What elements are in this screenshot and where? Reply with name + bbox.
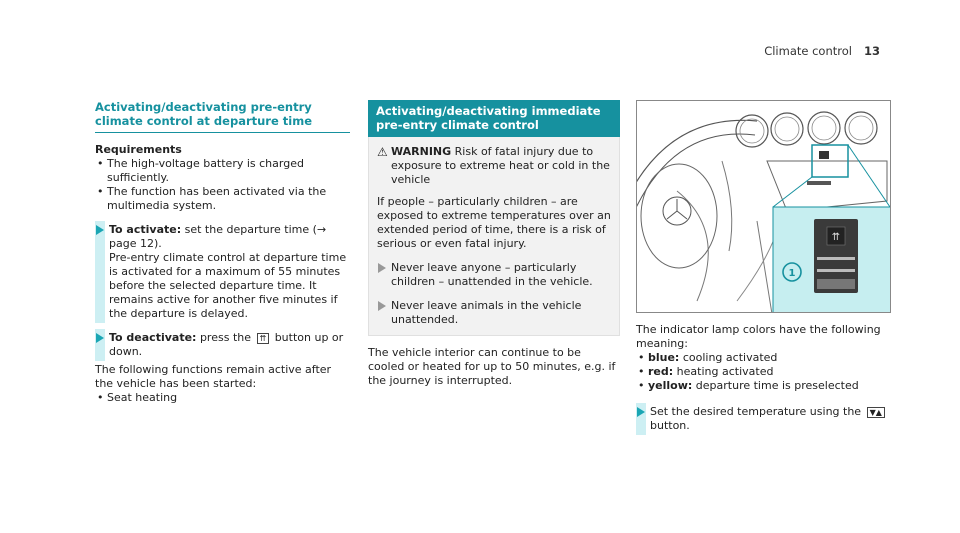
requirements-list [95, 157, 350, 213]
warning-header [377, 145, 611, 187]
dashboard-illustration [636, 100, 891, 313]
body-text: The vehicle interior can continue to be cooled or heated for up to 50 minutes, e.g. if the journey is interrupted. [368, 346, 616, 387]
activate-step [95, 223, 350, 321]
warning-step-text: Never leave animals in the vehicle unattended. [391, 299, 582, 326]
column-illustration [636, 100, 891, 433]
list-item: • yellow: departure time is preselected [636, 379, 891, 393]
pre-entry-climate-icon: ⇈ [831, 232, 841, 243]
warning-body: If people – particularly children – are exposed to extreme temperatures over an extended period of time, there is a risk of serious or even fatal injury. [377, 195, 611, 250]
remain-list [95, 391, 350, 405]
page-number: 13 [863, 44, 880, 58]
deactivate-text-post: button up or down. [109, 331, 344, 358]
list-item: • Seat heating [95, 391, 350, 405]
dashboard-drawing [637, 101, 891, 313]
requirements-heading: Requirements [95, 143, 182, 156]
step-text-post: button. [650, 419, 690, 432]
deactivate-step [95, 331, 350, 359]
column-immediate [368, 100, 620, 388]
step-arrow-icon [378, 301, 386, 311]
section-heading: Activating/deactivating immediate pre-entry climate control [368, 100, 620, 137]
step-arrow-icon [637, 407, 645, 417]
warning-label: WARNING [391, 145, 452, 158]
list-item: • blue: cooling activated [636, 351, 891, 365]
step-text-pre: Set the desired temperature using the [650, 405, 865, 418]
warning-text: Risk of fatal injury due to exposure to extreme heat or cold in the vehicle [391, 145, 610, 186]
activate-description: Pre-entry climate control at departure time is activated for a maximum of 55 minutes before the selected departure time. It remains active for another five minutes if the departure is delayed. [109, 251, 347, 320]
warning-step-text: Never leave anyone – particularly children – unattended in the vehicle. [391, 261, 593, 288]
section-title: Climate control [764, 44, 852, 58]
warning-step [377, 299, 611, 327]
callout-number: 1 [788, 268, 796, 279]
step-arrow-icon [96, 333, 104, 343]
activate-text: set the departure time (→ page 12). [109, 223, 327, 250]
warning-triangle-icon: ⚠ [377, 145, 388, 159]
warning-box [368, 137, 620, 336]
column-departure-time [95, 100, 350, 405]
caption-text: The indicator lamp colors have the following meaning: [636, 323, 881, 350]
step-arrow-icon [96, 225, 104, 235]
deactivate-label: To deactivate: [109, 331, 197, 344]
list-item: • red: heating activated [636, 365, 891, 379]
color-meaning-list [636, 351, 891, 393]
deactivate-text-pre: press the [196, 331, 255, 344]
pre-entry-climate-icon: ⇈ [257, 333, 270, 344]
temperature-down-icon: ▼▲ [867, 407, 885, 418]
step-arrow-icon [378, 263, 386, 273]
activate-label: To activate: [109, 223, 182, 236]
remain-text: The following functions remain active after the vehicle has been started: [95, 363, 332, 390]
list-item: • The function has been activated via the multimedia system. [95, 185, 350, 213]
section-heading: Activating/deactivating pre-entry climate control at departure time [95, 100, 350, 133]
list-item: • The high-voltage battery is charged sufficiently. [95, 157, 350, 185]
set-temperature-step [636, 405, 891, 433]
page-header [764, 44, 880, 58]
warning-step [377, 261, 611, 289]
